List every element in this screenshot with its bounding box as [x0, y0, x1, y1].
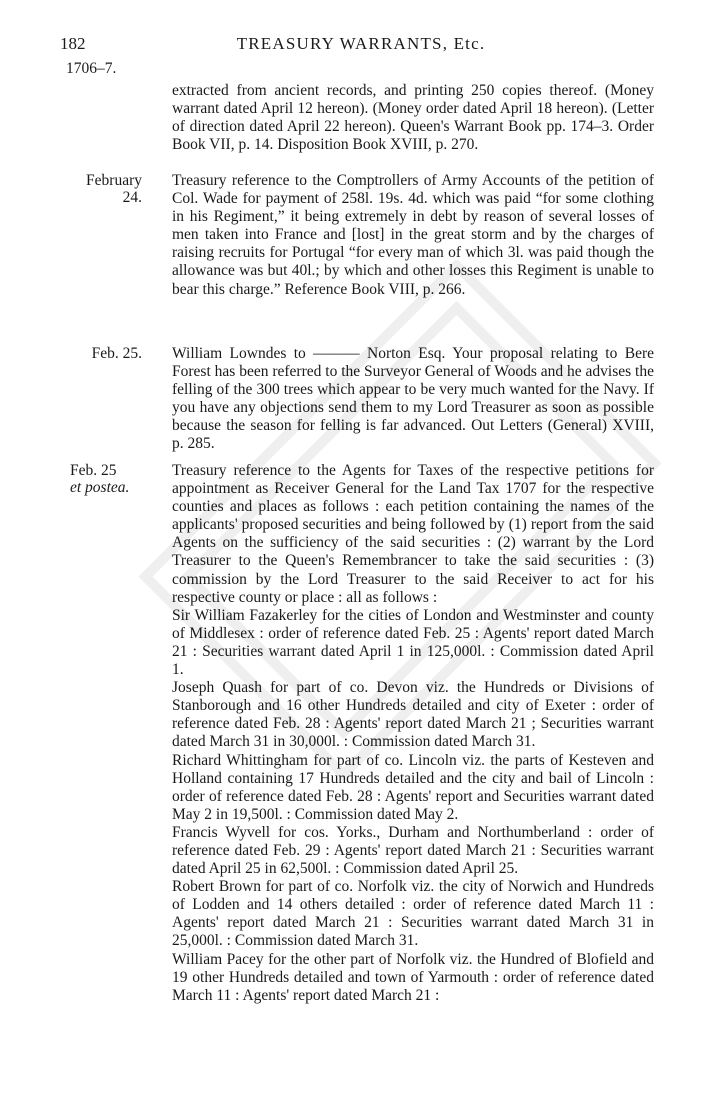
margin-date-line1: Feb. 25 — [70, 462, 117, 479]
entry-text: extracted from ancient records, and printing 250 copies thereof. (Money warrant dated April 12 hereon). (Money order dated April 18 hereon). (Letter of direction dated April 22 hereon). Queen's Warrant Book pp. 174–3. Order Book VII, p. 14. Disposition Book XVIII, p. 270. — [172, 82, 654, 154]
list-item: Richard Whittingham for part of co. Lincoln viz. the parts of Kesteven and Holland containing 17 Hundreds detailed and the city and bail of Lincoln : order of reference dated Feb. 28 : Agents' report and Securities warrant dated May 2 in 19,500l. : Commission dated May 2. — [172, 751, 654, 823]
list-item: Robert Brown for part of co. Norfolk viz. the city of Norwich and Hundreds of Lodden and 14 others detailed : order of reference dated March 11 : Agents' report dated March 21 : Securities warrant dated March 31 in 25,000l. : Commission dated March 31. — [172, 878, 654, 950]
margin-date — [62, 345, 142, 362]
list-item: Joseph Quash for part of co. Devon viz. the Hundreds or Divisions of Stanborough and 16 other Hundreds detailed and city of Exeter : order of reference dated Feb. 28 : Agents' report dated March 21 ; Securities warrant dated March 31 in 30,000l. : Commission dated March 31. — [172, 679, 654, 751]
page-header — [0, 34, 722, 58]
entry-text: Treasury reference to the Agents for Taxes of the respective petitions for appointment as Receiver General for the Land Tax 1707 for the respective counties and places as follows : each petition containing the names of the applicants' proposed securities and being followed by (1) report from the said Agents on the sufficiency of the said securities : (2) warrant by the Lord Treasurer to the Queen's Remembrancer to take the said securities : (3) commission by the Lord Treasurer to the said Receiver to act for his respective county or place : all as follows : — [172, 462, 654, 606]
entry-body — [172, 462, 654, 1005]
margin-date-line2: et postea. — [70, 479, 130, 496]
margin-date-line1: Feb. 25. — [91, 345, 142, 362]
running-title: TREASURY WARRANTS, Etc. — [236, 34, 486, 53]
entry-text: Treasury reference to the Comptrollers of Army Accounts of the petition of Col. Wade for payment of 258l. 19s. 4d. which was paid “for some clothing in his Regiment,” it being extremely in debt by reason of several losses of men taken into France and [lost] in the great storm and by the charges of raising recruits for Portugal “for every man of which 3l. was paid though the allowance was but 40l.; by which and other losses this Regiment is unable to bear this charge.” Reference Book VIII, p. 266. — [172, 172, 654, 298]
list-item: William Pacey for the other part of Norfolk viz. the Hundred of Blofield and 19 other Hundreds detailed and town of Yarmouth : order of reference dated March 11 : Agents' report dated March 21 : — [172, 950, 654, 1004]
list-item: Sir William Fazakerley for the cities of London and Westminster and county of Middlesex : order of reference dated Feb. 25 : Agents' report dated March 21 : Securities warrant dated April 1 in 125,000l. : Commission dated April 1. — [172, 606, 654, 679]
margin-date — [70, 462, 162, 496]
page-number: 182 — [60, 34, 86, 53]
margin-date-line1: February — [86, 172, 142, 189]
entry-text: William Lowndes to ——— Norton Esq. Your proposal relating to Bere Forest has been referred to the Surveyor General of Woods and he advises the felling of the 300 trees which appear to be very much wanted for the Navy. If you have any objections send them to my Lord Treasurer as soon as possible because the season for felling is far advanced. Out Letters (General) XVIII, p. 285. — [172, 345, 654, 453]
year-range: 1706–7. — [66, 60, 117, 77]
list-item: Francis Wyvell for cos. Yorks., Durham and Northumberland : order of reference dated Feb. 29 : Agents' report dated March 21 : Securities warrant dated April 25 in 62,500l. : Commission dated April 25. — [172, 823, 654, 878]
margin-date-line2: 24. — [122, 189, 142, 206]
margin-date — [62, 172, 142, 206]
